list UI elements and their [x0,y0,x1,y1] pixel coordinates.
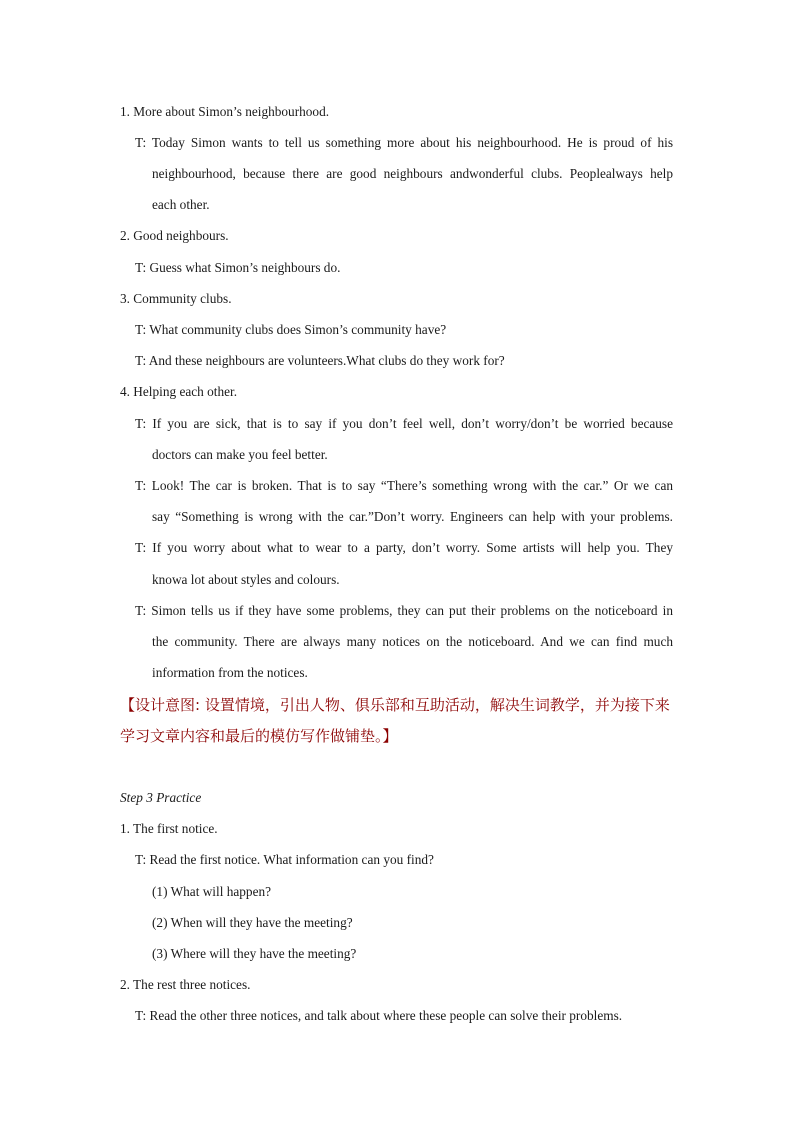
item4-para4-line1: T: Simon tells us if they have some problems, they can put their problems on the noticeboard in [135,603,673,618]
item4-para3-line1: T: If you worry about what to wear to a party, don’t worry. Some artists will help you. They [135,540,673,555]
step3-heading: Step 3 Practice [120,790,202,805]
item4-para4-line3: information from the notices. [152,665,308,680]
step3-item2-title: 2. The rest three notices. [120,977,251,992]
item4-para1-line1: T: If you are sick, that is to say if you don’t feel well, don’t worry/don’t be worried because [135,416,673,431]
item2-title: 2. Good neighbours. [120,228,229,243]
item1-line2: neighbourhood, because there are good neighbours andwonderful clubs. Peoplealways help [152,166,673,181]
step3-item2-line1: T: Read the other three notices, and talk about where these people can solve their problems. [135,1008,623,1023]
item3-title: 3. Community clubs. [120,291,232,306]
item3-line1: T: What community clubs does Simon’s community have? [135,322,447,337]
item1-line1: T: Today Simon wants to tell us something more about his neighbourhood. He is proud of his [135,135,673,150]
item4-para2-line1: T: Look! The car is broken. That is to say “There’s something wrong with the car.” Or we can [135,478,673,493]
item3-line2: T: And these neighbours are volunteers.What clubs do they work for? [135,353,505,368]
step3-question-3: (3) Where will they have the meeting? [152,946,357,961]
item4-para3-line2: knowa lot about styles and colours. [152,572,340,587]
step3-question-1: (1) What will happen? [152,884,272,899]
step3-item1-line1: T: Read the first notice. What information can you find? [135,852,434,867]
design-intent-note: 【设计意图: 设置情境，引出人物、俱乐部和互助活动，解决生词教学，并为接下来学习文章内容和最后的模仿写作做铺垫。】 [120,696,670,745]
item1-line3: each other. [152,197,210,212]
item4-para4-line2: the community. There are always many notices on the noticeboard. And we can find much [152,634,673,649]
item4-para1-line2: doctors can make you feel better. [152,447,328,462]
item2-line1: T: Guess what Simon’s neighbours do. [135,260,341,275]
item4-title: 4. Helping each other. [120,384,238,399]
step3-question-2: (2) When will they have the meeting? [152,915,353,930]
item4-para2-line2: say “Something is wrong with the car.”Don’t worry. Engineers can help with your problems. [152,509,673,524]
item1-title: 1. More about Simon’s neighbourhood. [120,104,330,119]
step3-item1-title: 1. The first notice. [120,821,218,836]
